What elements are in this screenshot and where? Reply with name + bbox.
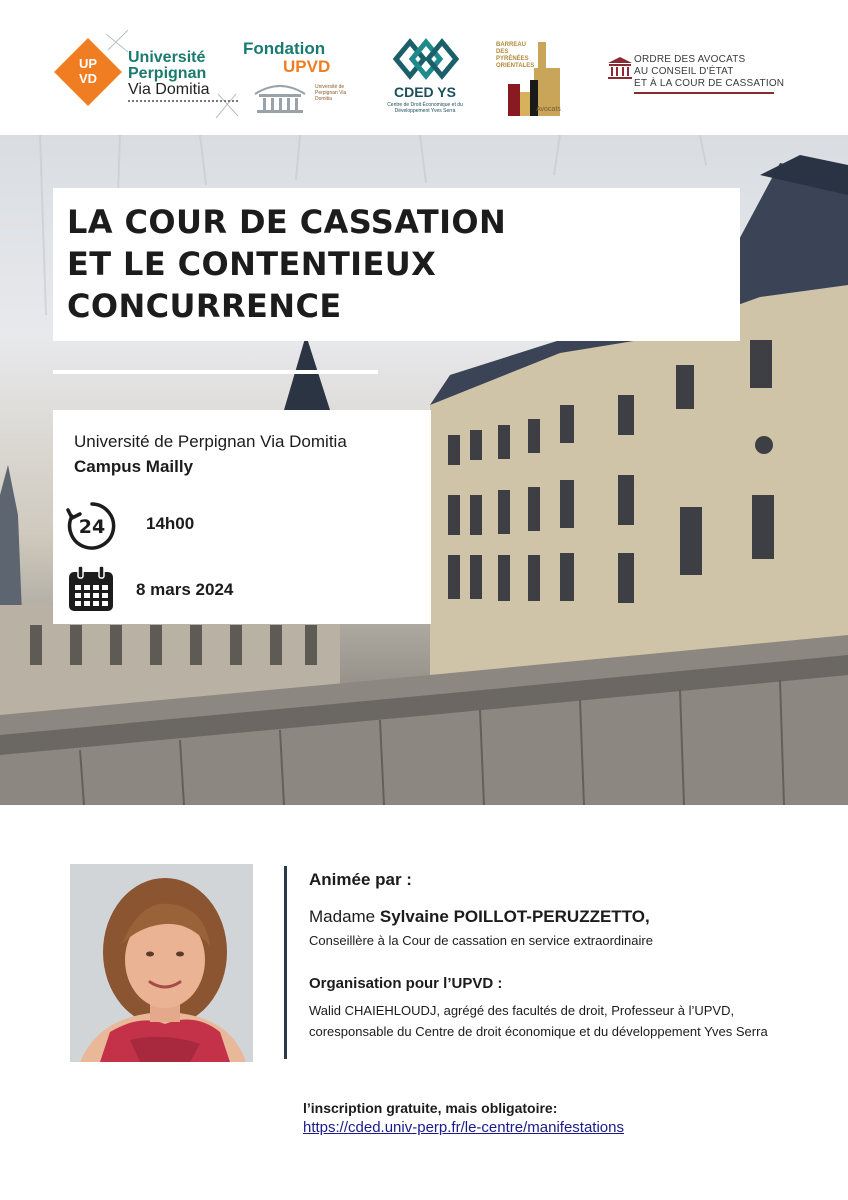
ordre-line1: ORDRE DES AVOCATS [634,54,746,65]
event-title-line3: CONCURRENCE [67,287,342,325]
animated-by-label: Animée par : [309,870,412,889]
event-title-box [53,188,740,341]
event-title-line2: ET LE CONTENTIEUX [67,245,437,283]
event-time: 14h00 [146,514,195,533]
barreau-avocats-text: Avocats [536,106,561,113]
cded-ys-logo [380,34,470,119]
ordre-underline [634,92,774,94]
event-info-box [53,410,431,624]
cded-title: CDED YS [394,84,456,100]
fondation-line1: Fondation [243,39,326,58]
speaker-role: Conseillère à la Cour de cassation en service extraordinaire [309,933,653,948]
ordre-line2: AU CONSEIL D'ÉTAT [634,66,734,77]
upvd-name-line3: Via Domitia [128,81,210,98]
event-date: 8 mars 2024 [136,580,234,599]
clock-24-icon [66,500,118,552]
barreau-text: BARREAU DES PYRÉNÉES ORIENTALES [496,42,535,69]
ordre-line3: ET À LA COUR DE CASSATION [634,78,785,89]
upvd-fine-print [128,100,238,102]
upvd-logo [58,30,228,120]
venue-name: Université de Perpignan Via Domitia [74,432,347,451]
partner-logos [0,0,848,135]
organisation-label: Organisation pour l’UPVD : [309,975,503,992]
speaker-honorific: Madame [309,907,376,926]
upvd-name-line2: Perpignan [128,65,207,82]
fondation-upvd-logo [243,40,355,115]
barreau-logo [496,40,576,120]
calendar-icon [67,565,115,613]
fondation-building-icon [251,80,309,114]
organisation-text: Walid CHAIEHLOUDJ, agrégé des facultés de droit, Professeur à l’UPVD, coresponsable du Centre de droit économique et du développement Yves Serra [309,1003,768,1039]
upvd-name-line1: Université [128,49,206,66]
cded-chevron-mark [390,34,460,84]
fondation-line2: UPVD [283,57,331,76]
campus-name: Campus Mailly [74,457,194,476]
clock-24-label: 24 [78,516,106,538]
speaker-divider [284,866,287,1059]
ordre-avocats-logo [607,52,785,102]
title-divider [53,370,378,374]
upvd-letters-top: UP [78,56,98,71]
upvd-letters-bottom: VD [78,71,98,86]
registration-link[interactable]: https://cded.univ-perp.fr/le-centre/manifestations [303,1119,624,1136]
speaker-photo [70,864,253,1062]
speaker-name [309,907,650,927]
fondation-fine-print: Université de Perpignan Via Domitia [315,84,347,102]
cded-subtitle: Centre de Droit Économique et du Développement Yves Serra [387,102,463,114]
speaker-fullname: Sylvaine POILLOT-PERUZZETTO, [379,907,650,926]
event-title-line1: LA COUR DE CASSATION [67,203,507,241]
speaker-portrait [70,864,253,1062]
registration-label: l’inscription gratuite, mais obligatoire: [303,1100,558,1116]
ordre-building-icon [607,56,633,80]
